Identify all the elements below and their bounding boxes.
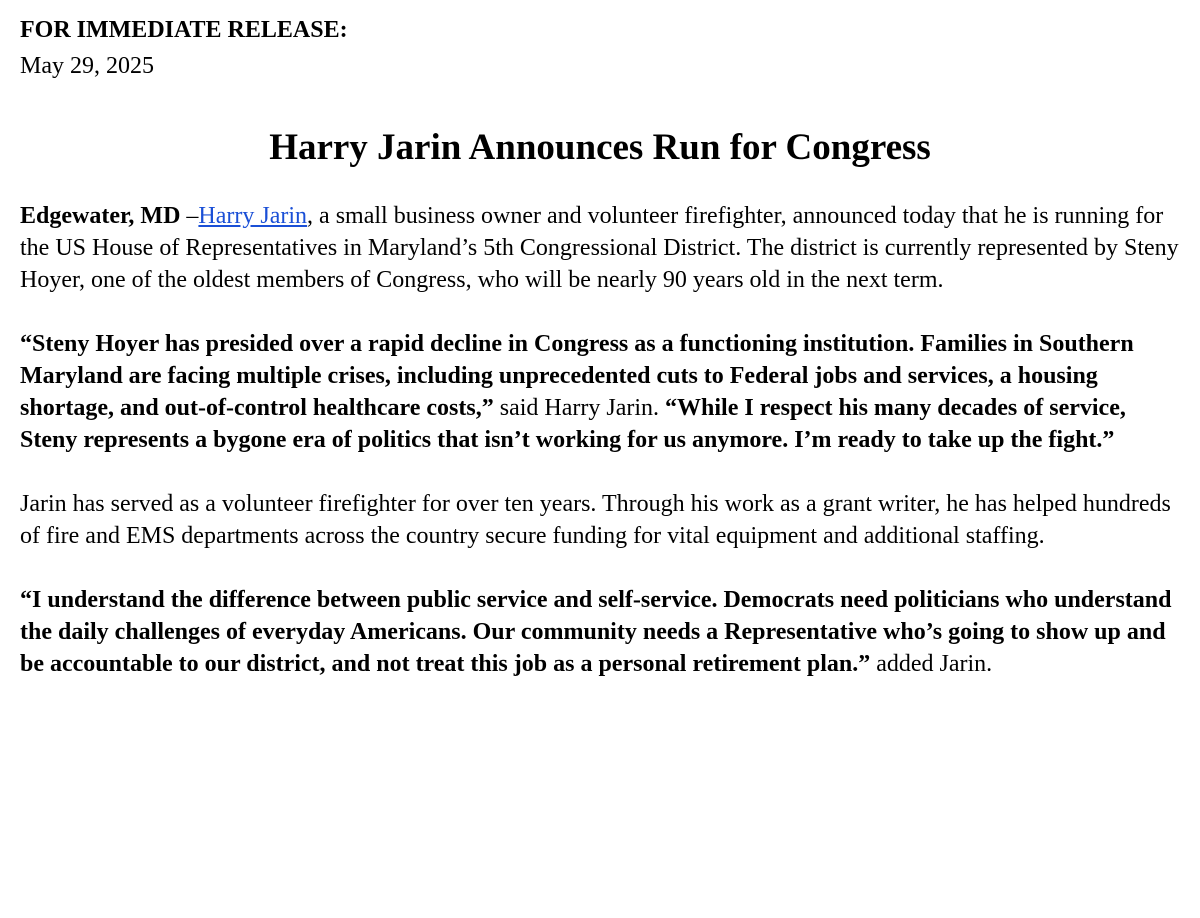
intro-paragraph [20,200,1180,296]
dateline: Edgewater, MD [20,203,181,229]
quote-paragraph-1 [20,328,1180,456]
quote-part-1: “Steny Hoyer has presided over a rapid decline in Congress as a functioning institution. Families in Southern Maryland are facing multiple crises, including unprecedented cuts to Federal jobs and services, a housing shortage, and out-of-control healthcare costs,” [20,331,1134,421]
closing-quote: “I understand the difference between public service and self-service. Democrats need politicians who understand the daily challenges of everyday Americans. Our community needs a Representative who’s going to show up and be accountable to our district, and not treat this job as a personal retirement plan.” [20,587,1172,677]
release-date: May 29, 2025 [20,53,154,79]
quote-paragraph-2 [20,584,1180,680]
dateline-dash: – [180,203,199,229]
candidate-name-link[interactable]: Harry Jarin [198,203,308,229]
bio-paragraph: Jarin has served as a volunteer firefighter for over ten years. Through his work as a grant writer, he has helped hundreds of fire and EMS departments across the country secure funding for vital equipment and additional staffing. [20,491,1171,549]
headline: Harry Jarin Announces Run for Congress [269,127,931,168]
quote-part-2: “While I respect his many decades of service, Steny represents a bygone era of politics that isn’t working for us anymore. I’m ready to take up the fight.” [20,395,1126,453]
quote-attribution-1: said Harry Jarin. [493,395,666,421]
closing-attribution: added Jarin. [870,651,993,677]
release-label: FOR IMMEDIATE RELEASE: [20,17,348,43]
intro-text: , a small business owner and volunteer firefighter, announced today that he is running for the US House of Representatives in Maryland’s 5th Congressional District. The district is currently represented by Steny Hoyer, one of the oldest members of Congress, who will be nearly 90 years old in the next term. [20,203,1179,293]
